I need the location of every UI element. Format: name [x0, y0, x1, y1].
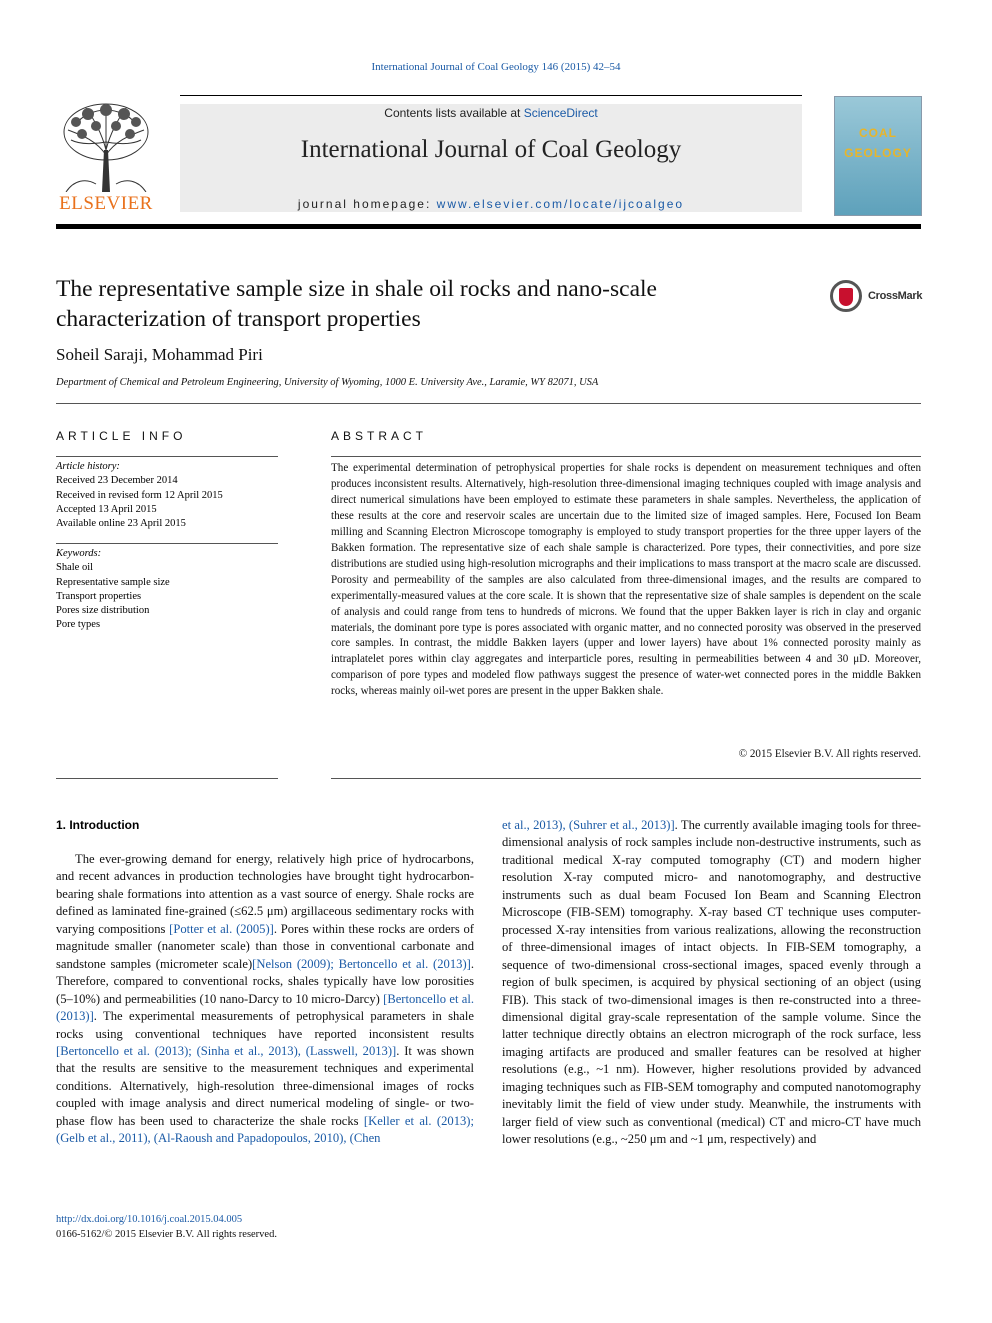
affiliation: Department of Chemical and Petroleum Engineering, University of Wyoming, 1000 E. University Ave., Laramie, WY 82071, USA	[56, 377, 599, 388]
journal-cover[interactable]	[834, 96, 922, 216]
sciencedirect-link[interactable]: ScienceDirect	[523, 106, 598, 120]
divider	[56, 403, 921, 404]
reference-link[interactable]: [Keller et al. (2013); (Gelb et al., 2011), (Al-Raoush and Papadopoulos, 2010), (Chen	[56, 1113, 474, 1146]
divider	[56, 778, 278, 779]
divider	[56, 456, 278, 457]
history-label: Article history:	[56, 461, 120, 472]
issn-copyright: 0166-5162/© 2015 Elsevier B.V. All rights reserved.	[56, 1229, 277, 1240]
elsevier-logo[interactable]	[56, 100, 156, 215]
history-item: Received 23 December 2014	[56, 475, 178, 487]
authors: Soheil Saraji, Mohammad Piri	[56, 345, 263, 364]
reference-link[interactable]: [Bertoncello et al. (2013); (Sinha et al., 2013), (Lasswell, 2013)]	[56, 1043, 397, 1058]
journal-homepage: journal homepage: www.elsevier.com/locate/ijcoalgeo	[297, 197, 685, 211]
contents-available: Contents lists available at ScienceDirect	[384, 106, 598, 120]
body-column-right	[502, 817, 921, 1149]
keywords-label: Keywords:	[56, 548, 102, 559]
keywords	[56, 547, 278, 633]
keyword: Pore types	[56, 619, 101, 631]
divider	[331, 456, 921, 457]
article-history	[56, 460, 278, 531]
article-title: The representative sample size in shale oil rocks and nano-scale characterization of transport properties	[56, 276, 657, 332]
keyword: Representative sample size	[56, 576, 170, 588]
crossmark-badge[interactable]	[830, 280, 930, 316]
paragraph: et al., 2013), (Suhrer et al., 2013)]. The currently available imaging tools for three-dimensional analysis of rock samples include non-destructive instruments, such as traditional medical X-ray computed tomography (CT) and modern higher resolution X-ray computed micro- and nanotomography, and destructive instruments such as dual beam Focused Ion Beam and Scanning Electron Microscope (FIB-SEM) tomography. X-ray based CT technique uses computer-processed X-ray intensities from various realizations, allowing the reconstruction of three-dimensional images of intact objects. In FIB-SEM tomography, a sequence of two-dimensional cross-sectional images, spaced evenly through a region of bulk specimen, is acquired by physical sectioning of an object (using FIB). This stack of two-dimensional images is then re-constructed into a three-dimensional digital gray-scale representation of the sample volume. Since the latter technique directly obtains an electron micrograph of the rock surface, less imaging artifacts are produced and smaller features can be resolved at higher resolutions (e.g., ~1 nm). However, higher resolutions provided by advanced imaging techniques such as FIB-SEM tomography and computed nanotomography inevitably limit the field of view under study. Meanwhile, the instruments with larger field of view such as conventional (medical) CT and micro-CT have much lower resolutions (e.g., ~250 μm and ~1 μm, respectively) and	[502, 818, 921, 1147]
reference-link[interactable]: [Bertoncello et al. (2013)]	[56, 991, 474, 1024]
divider	[331, 778, 921, 779]
elsevier-wordmark: ELSEVIER	[59, 193, 153, 214]
journal-header	[180, 104, 802, 212]
reference-link[interactable]: [Nelson (2009); Bertoncello et al. (2013)]	[252, 956, 471, 971]
journal-title: International Journal of Coal Geology	[300, 136, 682, 163]
body-column-left	[56, 851, 474, 1148]
paragraph: The ever-growing demand for energy, relatively high price of hydrocarbons, and recent advances in production technologies have brought tight hydrocarbon-bearing shale formations into attention as a vast source of energy. Shale rocks are defined as laminated fine-grained (≤62.5 μm) argillaceous sedimentary rocks with varying compositions [Potter et al. (2005)]. Pores within these rocks are orders of magnitude smaller (nanometer scale) than those in conventional carbonate and sandstone samples (micrometer scale)[Nelson (2009); Bertoncello et al. (2013)]. Therefore, compared to conventional rocks, shales typically have low porosities (5–10%) and permeabilities (10 nano-Darcy to 10 micro-Darcy) [Bertoncello et al. (2013)]. The experimental measurements of petrophysical parameters in shale rocks using conventional techniques have reported inconsistent results [Bertoncello et al. (2013); (Sinha et al., 2013), (Lasswell, 2013)]. It was shown that the results are sensitive to the measurement techniques and experimental conditions. Alternatively, high-resolution three-dimensional images of rocks coupled with image analysis and direct numerical modeling of single- or two-phase flow has been used to characterize the shale rocks [Keller et al. (2013); (Gelb et al., 2011), (Al-Raoush and Papadopoulos, 2010), (Chen	[56, 852, 475, 1146]
abstract-copyright: © 2015 Elsevier B.V. All rights reserved.	[738, 748, 921, 760]
keyword: Pores size distribution	[56, 605, 150, 617]
elsevier-tree-icon	[56, 100, 156, 192]
homepage-link[interactable]: www.elsevier.com/locate/ijcoalgeo	[436, 197, 685, 211]
crossmark-label: CrossMark	[868, 290, 923, 302]
article-info-heading: ARTICLE INFO	[56, 429, 187, 443]
cover-title: COAL GEOLOGY	[844, 126, 912, 160]
journal-citation[interactable]: International Journal of Coal Geology 146 (2015) 42–54	[371, 61, 621, 73]
reference-link[interactable]: et al., 2013), (Suhrer et al., 2013)]	[502, 818, 675, 832]
abstract-heading: ABSTRACT	[331, 429, 428, 443]
divider	[56, 543, 278, 544]
history-item: Available online 23 April 2015	[56, 518, 186, 530]
doi-link[interactable]: http://dx.doi.org/10.1016/j.coal.2015.04.005	[56, 1214, 243, 1225]
keyword: Shale oil	[56, 562, 94, 574]
history-item: Accepted 13 April 2015	[56, 503, 157, 515]
keyword: Transport properties	[56, 590, 142, 602]
header-divider	[56, 224, 921, 229]
abstract-text: The experimental determination of petrophysical properties for shale rocks is dependent on measurement techniques and often produces inconsistent results. Alternatively, high-resolution three-dimensional imaging techniques coupled with image analysis and direct numerical simulations have been employed to estimate these parameters in shale samples. Nevertheless, the application of these results at the core and reservoir scales are uncertain due to the limited size of imaged samples. Here, Focused Ion Beam milling and Scanning Electron Microscope tomography is employed to study transport properties for the three upper layers of the Bakken formation. The representative size of each shale sample is characterized. Pore types, their connectivities, and pore size distributions are studied using high-resolution micrographs and their implications to mass transport at the macro scale are discussed. Porosity and permeability of the samples are also calculated from three-dimensional images, and the results are compared to experimentally-measured values at the core scale. It is shown that the representative size of shale samples is dependent on the scale of analysis and could range from tens to hundreds of microns. We found that the upper Bakken layer is rich in clay and organic materials, the dominant pore type is pores associated with organic matter, and no connected porosity was observed in the preserved core samples. In contrast, the middle Bakken layers (upper and lower layers) have about 1% connected porosity mainly as intraplatelet pores within clay aggregates and interparticle pores, resulting in permeabilities between 4 and 30 μD. Moreover, comparison of pore types and modeled flow pathways suggest the presence of water-wet connected pores in the middle Bakken rocks, whereas mainly oil-wet pores are present in the upper Bakken shale.	[331, 462, 921, 698]
section-heading-introduction: 1. Introduction	[56, 818, 140, 832]
history-item: Received in revised form 12 April 2015	[56, 489, 223, 501]
header-rule	[180, 95, 802, 96]
crossmark-icon	[830, 280, 862, 312]
reference-link[interactable]: [Potter et al. (2005)]	[169, 921, 274, 936]
